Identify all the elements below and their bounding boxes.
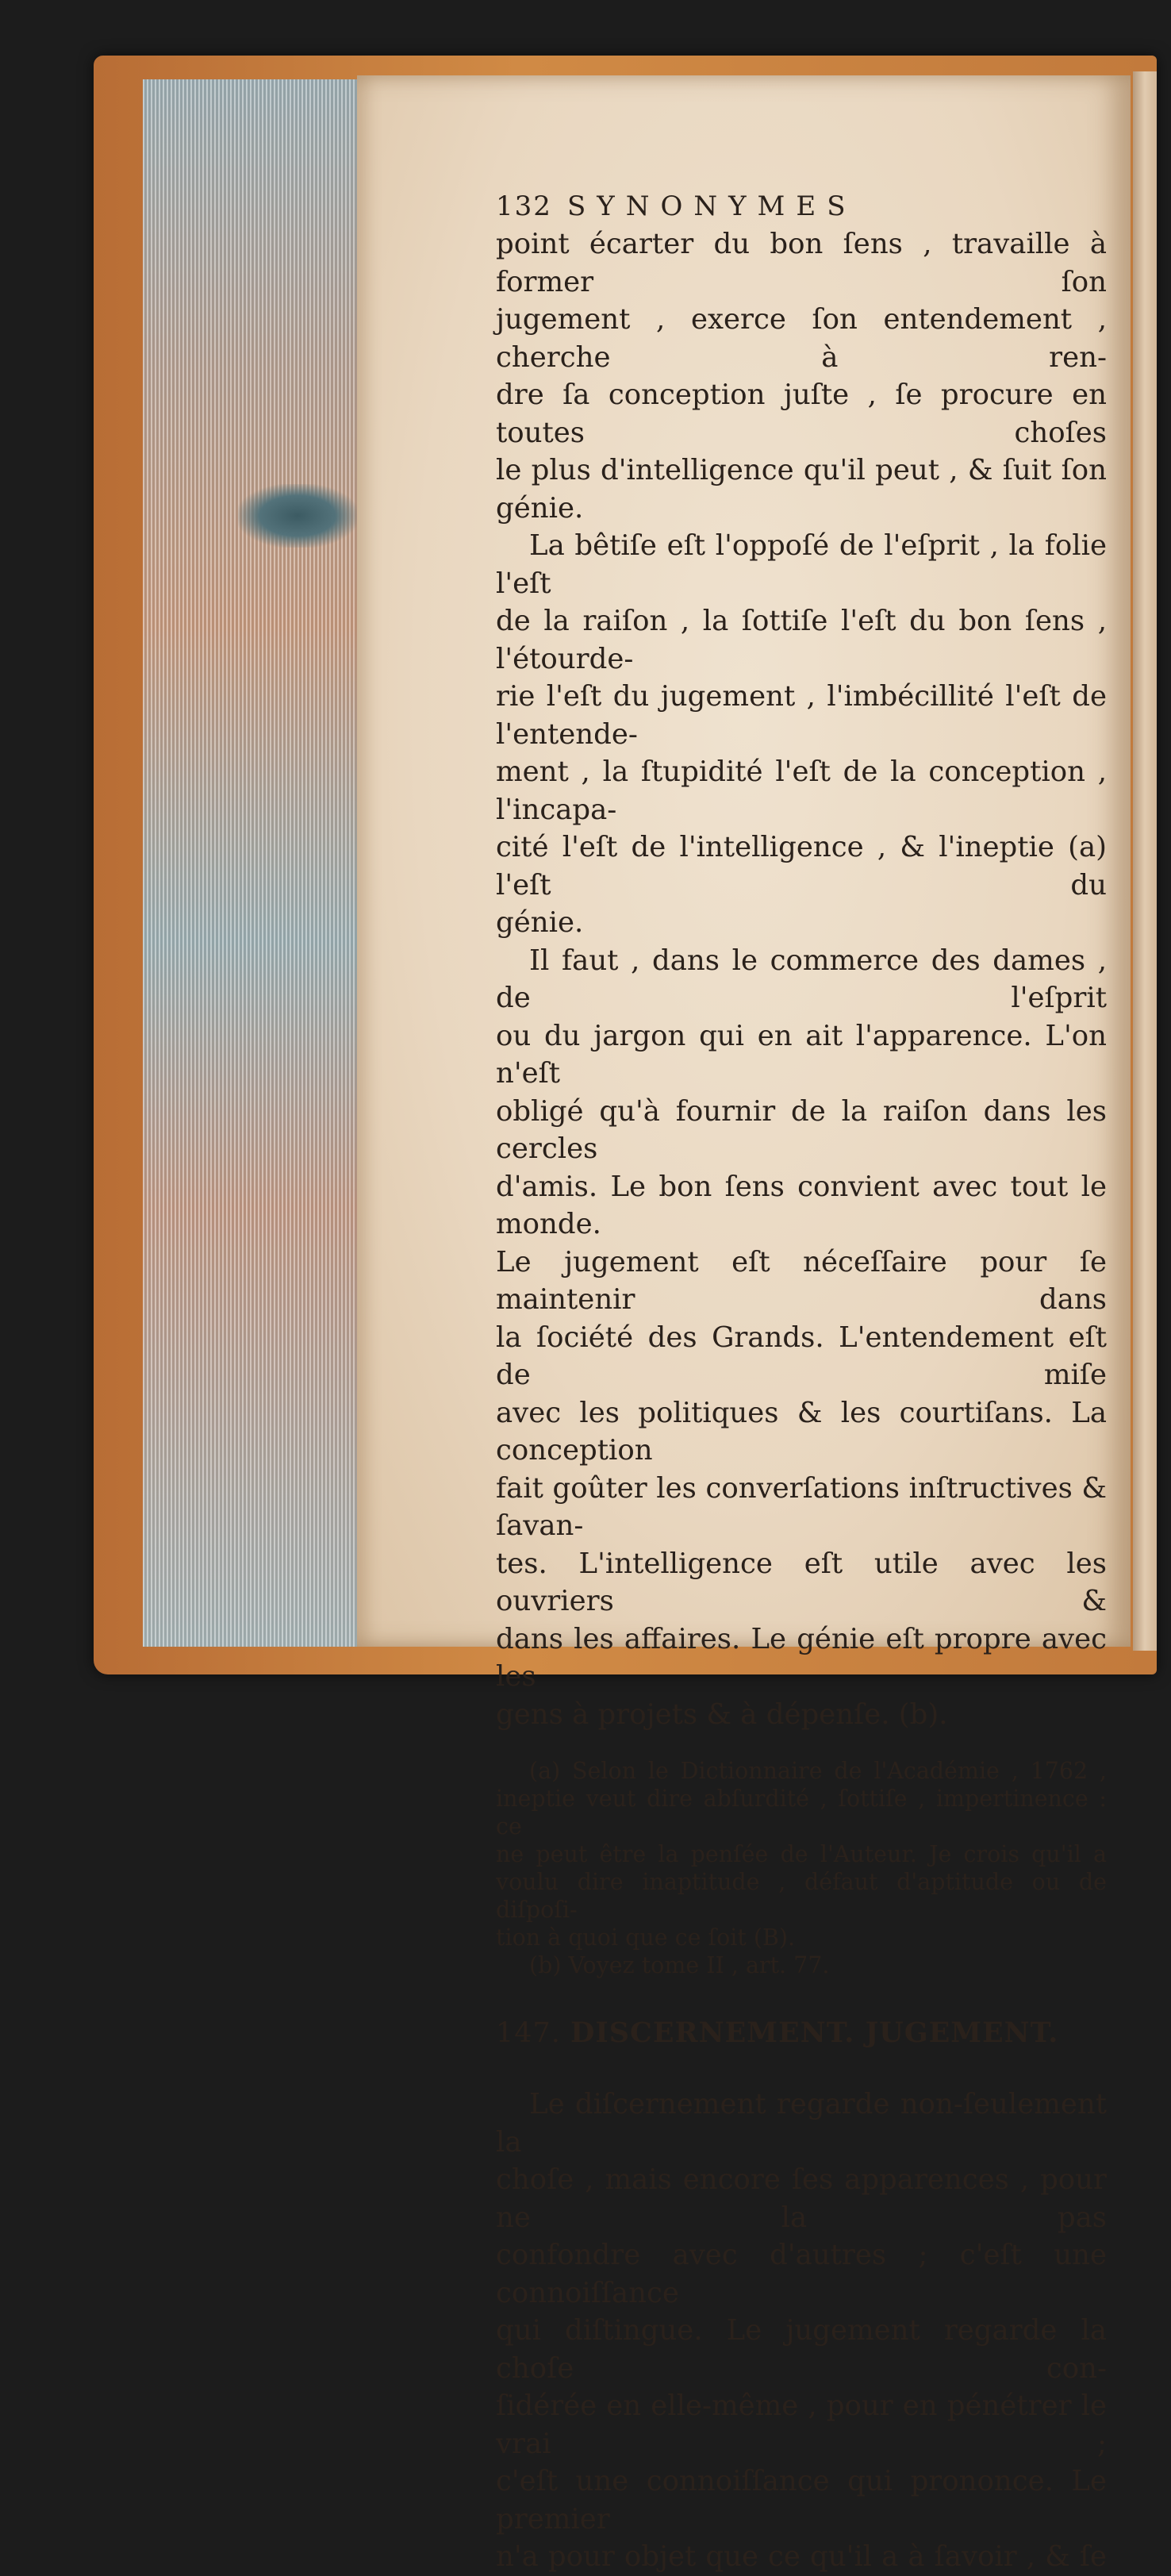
text-line: Le diſcernement regarde non-ſeulement la bbox=[496, 2088, 1107, 2159]
section-number: 147. bbox=[496, 2017, 561, 2049]
footnote-line: ineptie veut dire abſurdité , ſottiſe , impertinence : ce bbox=[496, 1786, 1107, 1840]
text-line: obligé qu'à fournir de la raiſon dans les cercles bbox=[496, 1094, 1107, 1165]
text-line: gens à projets & à dépenſe. (b). bbox=[496, 1697, 948, 1731]
text-line: de la raiſon , la ſottiſe l'eſt du bon ſens , l'étourde- bbox=[496, 605, 1107, 675]
text-line: La bêtiſe eſt l'oppoſé de l'eſprit , la folie l'eſt bbox=[496, 529, 1107, 600]
text-line: dre ſa conception juſte , ſe procure en toutes choſes bbox=[496, 379, 1107, 449]
footnote-line: (b) Voyez tome II , art. 77. bbox=[529, 1952, 830, 1978]
text-line: point écarter du bon ſens , travaille à former ſon bbox=[496, 228, 1107, 298]
footnotes bbox=[496, 1757, 1107, 1979]
section-paragraph bbox=[496, 2086, 1107, 2576]
text-line: n'a pour objet que ce qu'il a à ſavoir , & ſe bbox=[496, 2540, 1107, 2573]
text-line: dans les affaires. Le génie eſt propre avec les bbox=[496, 1622, 1107, 1693]
text-line: la ſociété des Grands. L'entendement eſt de miſe bbox=[496, 1321, 1107, 1391]
page-text bbox=[496, 189, 1107, 2576]
page-number: 132 bbox=[496, 190, 552, 222]
text-line: cité l'eſt de l'intelligence , & l'ineptie (a) l'eſt du bbox=[496, 831, 1107, 902]
text-line: rie l'eſt du jugement , l'imbécillité l'eſt de l'entende- bbox=[496, 680, 1107, 751]
footnote-line: (a) Selon le Dictionnaire de l'Académie , 1762 , bbox=[529, 1758, 1107, 1784]
text-line: tes. L'intelligence eſt utile avec les ouvriers & bbox=[496, 1547, 1107, 1617]
text-line: choſe , mais encore ſes apparences , pour ne la pas bbox=[496, 2163, 1107, 2234]
running-head: SYNONYMES bbox=[567, 190, 857, 222]
page-header bbox=[496, 189, 1107, 224]
text-line: Le jugement eſt néceſſaire pour ſe maintenir dans bbox=[496, 1245, 1107, 1316]
section-title: DISCERNEMENT. JUGEMENT. bbox=[570, 2017, 1059, 2049]
text-line: ſidérée en elle-même , pour en pénétrer le vrai ; bbox=[496, 2390, 1107, 2460]
footnote-line: tion à quoi que ce ſoit (B). bbox=[496, 1924, 796, 1951]
body-paragraphs bbox=[496, 225, 1107, 1733]
text-line: qui diſtingue. Le jugement regarde la choſe con- bbox=[496, 2314, 1107, 2385]
marbled-page-edges bbox=[143, 79, 365, 1647]
text-line: jugement , exerce ſon entendement , cherche à ren- bbox=[496, 303, 1107, 374]
text-line: fait goûter les converſations inſtructives & ſavan- bbox=[496, 1471, 1107, 1542]
ink-stain bbox=[238, 484, 357, 548]
section-heading bbox=[496, 2014, 1107, 2052]
text-line: génie. bbox=[496, 906, 584, 939]
text-line: avec les politiques & les courtiſans. La conception bbox=[496, 1396, 1107, 1467]
text-line: ment , la ſtupidité l'eſt de la conception , l'incapa- bbox=[496, 755, 1107, 826]
text-line: confondre avec d'autres ; c'eſt une connoiſſance bbox=[496, 2239, 1107, 2309]
footnote-line: voulu dire inaptitude , défaut d'aptitude ou de diſpoſi- bbox=[496, 1869, 1107, 1923]
text-line: le plus d'intelligence qu'il peut , & ſuit ſon génie. bbox=[496, 454, 1107, 525]
text-line: c'eſt une connoiſſance qui prononce. Le premier bbox=[496, 2465, 1107, 2536]
facing-page-edge bbox=[1133, 71, 1157, 1651]
footnote-line: ne peut être la penſée de l'Auteur. Je crois qu'il a bbox=[496, 1841, 1107, 1867]
text-line: ou du jargon qui en ait l'apparence. L'on n'eſt bbox=[496, 1019, 1107, 1090]
text-line: Il faut , dans le commerce des dames , de l'eſprit bbox=[496, 944, 1107, 1014]
text-line: d'amis. Le bon ſens convient avec tout le monde. bbox=[496, 1170, 1107, 1240]
